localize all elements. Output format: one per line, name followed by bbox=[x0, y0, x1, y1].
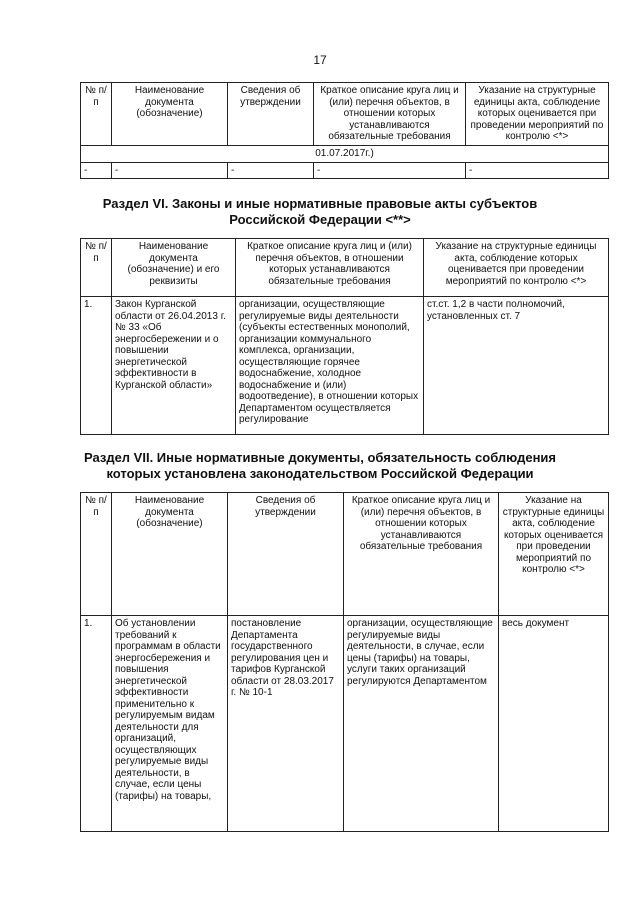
table-cell: - bbox=[228, 162, 314, 179]
header-subjects-description: Краткое описание круга лиц и (или) перечня объектов, в отношении которых устанавливаются обязательные требования bbox=[344, 493, 499, 616]
table-header-row bbox=[81, 239, 609, 297]
table-header-row bbox=[81, 83, 609, 146]
table-cell: ст.ст. 1,2 в части полномочий, установленных ст. 7 bbox=[424, 297, 609, 435]
section-6-table bbox=[80, 238, 609, 435]
table-cell: - bbox=[81, 162, 112, 179]
header-structural-units: Указание на структурные единицы акта, соблюдение которых оценивается при проведении мероприятий по контролю <*> bbox=[499, 493, 609, 616]
section-7-table bbox=[80, 492, 609, 832]
table-cell: организации, осуществляющие регулируемые виды деятельности (субъекты естественных монополий, организации коммунального комплекса, организации, осуществляющие горячее водоснабжение, холодное водоснабжение и (или) водоотведение), в отношении которых Департаментом осуществляется регулирование bbox=[236, 297, 424, 435]
header-document-name: Наименование документа (обозначение) bbox=[112, 83, 228, 146]
table-cell: - bbox=[314, 162, 466, 179]
header-subjects-description: Краткое описание круга лиц и (или) перечня объектов, в отношении которых устанавливаются обязательные требования bbox=[236, 239, 424, 297]
header-document-name: Наименование документа (обозначение) и его реквизиты bbox=[112, 239, 236, 297]
table-cell: постановление Департамента государственного регулирования цен и тарифов Курганской области от 28.03.2017 г. № 10-1 bbox=[228, 616, 344, 832]
section-7-title: Раздел VII. Иные нормативные документы, обязательность соблюдения которых установлена законодательством Российской Федерации bbox=[83, 450, 557, 481]
table-cell: Закон Курганской области от 26.04.2013 г. № 33 «Об энергосбережении и о повышении энергетической эффективности в Курганской области» bbox=[112, 297, 236, 435]
table-cell: 1. bbox=[81, 616, 112, 832]
table-cell: весь документ bbox=[499, 616, 609, 832]
table-row bbox=[81, 297, 609, 435]
header-approval-info: Сведения об утверждении bbox=[228, 493, 344, 616]
header-structural-units: Указание на структурные единицы акта, соблюдение которых оценивается при проведении мероприятий по контролю <*> bbox=[466, 83, 609, 146]
header-structural-units: Указание на структурные единицы акта, соблюдение которых оценивается при проведении мероприятий по контролю <*> bbox=[424, 239, 609, 297]
continuation-table bbox=[80, 82, 609, 179]
table-cell: 1. bbox=[81, 297, 112, 435]
header-number: № п/п bbox=[81, 493, 112, 616]
section-6-title: Раздел VI. Законы и иные нормативные правовые акты субъектов Российской Федерации <**> bbox=[102, 196, 538, 227]
header-number: № п/п bbox=[81, 83, 112, 146]
continuation-row bbox=[81, 146, 609, 163]
table-cell: - bbox=[466, 162, 609, 179]
header-number: № п/п bbox=[81, 239, 112, 297]
table-header-row bbox=[81, 493, 609, 616]
table-row bbox=[81, 616, 609, 832]
header-approval-info: Сведения об утверждении bbox=[228, 83, 314, 146]
header-document-name: Наименование документа (обозначение) bbox=[112, 493, 228, 616]
page-number: 17 bbox=[313, 53, 327, 67]
table-cell: организации, осуществляющие регулируемые виды деятельности, в случае, если цены (тарифы) на товары, услуги таких организаций регулируются Департаментом bbox=[344, 616, 499, 832]
header-subjects-description: Краткое описание круга лиц и (или) перечня объектов, в отношении которых устанавливаются обязательные требования bbox=[314, 83, 466, 146]
continuation-text: 01.07.2017г.) bbox=[81, 146, 609, 163]
table-row bbox=[81, 162, 609, 179]
table-cell: - bbox=[112, 162, 228, 179]
table-cell: Об установлении требований к программам в области энергосбережения и повышения энергетической эффективности применительно к регулируемым видам деятельности для организаций, осуществляющих регулируемые виды деятельности, в случае, если цены (тарифы) на товары, bbox=[112, 616, 228, 832]
